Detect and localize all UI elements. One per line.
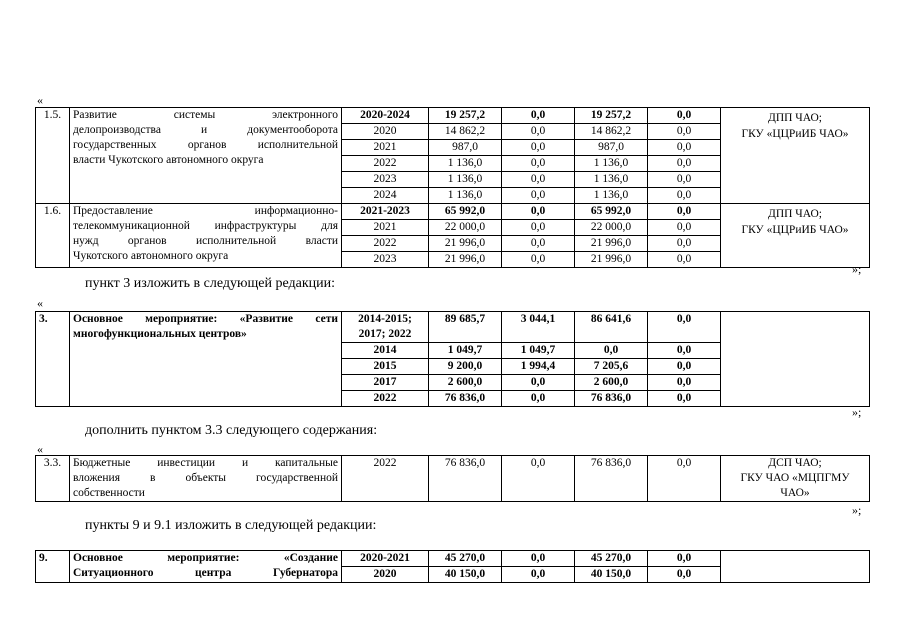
regional-cell: 86 641,6 [575, 312, 648, 343]
row-description [70, 108, 342, 204]
total-cell: 76 836,0 [429, 391, 502, 407]
responsible-text: ДПП ЧАО; ГКУ «ЦЦРиИБ ЧАО» [741, 112, 849, 140]
desc-line: Бюджетные инвестиции и капитальные [73, 457, 338, 469]
other-cell: 0,0 [648, 188, 721, 204]
desc-line: Предоставление информационно- [73, 205, 338, 217]
other-cell: 0,0 [648, 567, 721, 583]
regional-cell: 1 136,0 [575, 156, 648, 172]
total-cell: 40 150,0 [429, 567, 502, 583]
other-cell: 0,0 [648, 456, 721, 502]
total-cell: 89 685,7 [429, 312, 502, 343]
other-cell: 0,0 [648, 236, 721, 252]
year-cell: 2022 [342, 236, 429, 252]
regional-cell: 40 150,0 [575, 567, 648, 583]
regional-cell: 0,0 [575, 343, 648, 359]
other-cell: 0,0 [648, 343, 721, 359]
total-cell: 65 992,0 [429, 204, 502, 220]
total-cell: 1 136,0 [429, 188, 502, 204]
table-item-9 [35, 550, 870, 583]
row-index: 1.5. [36, 108, 70, 204]
year-cell: 2022 [342, 456, 429, 502]
quote-open-3: « [37, 442, 43, 456]
regional-cell: 76 836,0 [575, 456, 648, 502]
regional-cell: 14 862,2 [575, 124, 648, 140]
resp-line: ЧАО» [780, 487, 810, 499]
year-cell: 2021 [342, 220, 429, 236]
regional-cell: 65 992,0 [575, 204, 648, 220]
federal-cell: 0,0 [502, 124, 575, 140]
total-cell: 21 996,0 [429, 252, 502, 268]
row-description [70, 456, 342, 502]
total-cell: 9 200,0 [429, 359, 502, 375]
federal-cell: 0,0 [502, 252, 575, 268]
responsible-cell [721, 312, 870, 407]
row-index: 3. [36, 312, 70, 407]
year-cell: 2020 [342, 124, 429, 140]
year-cell: 2014 [342, 343, 429, 359]
other-cell: 0,0 [648, 252, 721, 268]
year-cell: 2022 [342, 391, 429, 407]
total-cell: 1 136,0 [429, 156, 502, 172]
row-description [70, 312, 342, 407]
desc-line: собственности [73, 487, 145, 499]
other-cell: 0,0 [648, 204, 721, 220]
federal-cell: 0,0 [502, 375, 575, 391]
other-cell: 0,0 [648, 172, 721, 188]
desc-line: Развитие системы электронного [73, 109, 338, 121]
desc-line: Основное мероприятие: «Создание [73, 552, 338, 564]
total-cell: 22 000,0 [429, 220, 502, 236]
year-cell: 2020-2024 [342, 108, 429, 124]
federal-cell: 0,0 [502, 140, 575, 156]
regional-cell: 76 836,0 [575, 391, 648, 407]
regional-cell: 2 600,0 [575, 375, 648, 391]
other-cell: 0,0 [648, 375, 721, 391]
year-cell: 2015 [342, 359, 429, 375]
quote-close-1: »; [852, 262, 862, 276]
total-cell: 14 862,2 [429, 124, 502, 140]
row-index: 3.3. [36, 456, 70, 502]
other-cell: 0,0 [648, 220, 721, 236]
quote-close-2: »; [852, 405, 862, 419]
desc-line: Основное мероприятие: «Развитие сети [73, 313, 338, 325]
regional-cell: 7 205,6 [575, 359, 648, 375]
regional-cell: 45 270,0 [575, 551, 648, 567]
desc-line: телекоммуникационной инфраструктуры для [73, 220, 338, 232]
table-item-3-3 [35, 455, 870, 502]
regional-cell: 21 996,0 [575, 252, 648, 268]
other-cell: 0,0 [648, 156, 721, 172]
total-cell: 987,0 [429, 140, 502, 156]
desc-line: власти Чукотского автономного округа [73, 154, 264, 166]
other-cell: 0,0 [648, 359, 721, 375]
federal-cell: 0,0 [502, 188, 575, 204]
federal-cell: 0,0 [502, 172, 575, 188]
desc-line: многофункциональных центров» [73, 328, 247, 340]
regional-cell: 21 996,0 [575, 236, 648, 252]
other-cell: 0,0 [648, 140, 721, 156]
responsible-cell [721, 456, 870, 502]
total-cell: 76 836,0 [429, 456, 502, 502]
desc-line: делопроизводства и документооборота [73, 124, 338, 136]
row-description [70, 551, 342, 583]
total-cell: 1 136,0 [429, 172, 502, 188]
year-cell: 2024 [342, 188, 429, 204]
federal-cell: 0,0 [502, 108, 575, 124]
total-cell: 2 600,0 [429, 375, 502, 391]
year-cell: 2022 [342, 156, 429, 172]
quote-close-3: »; [852, 503, 862, 517]
federal-cell: 1 049,7 [502, 343, 575, 359]
resp-line: ГКУ ЧАО «МЦПГМУ [740, 472, 850, 484]
federal-cell: 0,0 [502, 156, 575, 172]
desc-line: Ситуационного центра Губернатора [73, 567, 338, 579]
year-cell: 2017 [342, 375, 429, 391]
federal-cell: 0,0 [502, 220, 575, 236]
year-cell: 2023 [342, 252, 429, 268]
quote-open-1: « [37, 93, 43, 107]
federal-cell: 0,0 [502, 391, 575, 407]
other-cell: 0,0 [648, 108, 721, 124]
paragraph-points-9: пункты 9 и 9.1 изложить в следующей редакции: [85, 518, 377, 533]
resp-line: ДСП ЧАО; [768, 457, 822, 469]
other-cell: 0,0 [648, 312, 721, 343]
year-cell: 2021-2023 [342, 204, 429, 220]
total-cell: 19 257,2 [429, 108, 502, 124]
regional-cell: 19 257,2 [575, 108, 648, 124]
desc-line: нужд органов исполнительной власти [73, 235, 338, 247]
total-cell: 21 996,0 [429, 236, 502, 252]
federal-cell: 0,0 [502, 204, 575, 220]
year-cell: 2021 [342, 140, 429, 156]
other-cell: 0,0 [648, 124, 721, 140]
other-cell: 0,0 [648, 551, 721, 567]
regional-cell: 1 136,0 [575, 188, 648, 204]
total-cell: 1 049,7 [429, 343, 502, 359]
total-cell: 45 270,0 [429, 551, 502, 567]
responsible-text: ДПП ЧАО; ГКУ «ЦЦРиИБ ЧАО» [741, 208, 849, 236]
row-index: 1.6. [36, 204, 70, 268]
row-index: 9. [36, 551, 70, 583]
desc-line: государственных органов исполнительной [73, 139, 338, 151]
paragraph-point-3-3: дополнить пунктом 3.3 следующего содержания: [85, 423, 378, 438]
year-cell: 2014-2015; 2017; 2022 [342, 312, 429, 343]
year-cell: 2023 [342, 172, 429, 188]
paragraph-point-3: пункт 3 изложить в следующей редакции: [85, 276, 335, 291]
responsible-cell [721, 551, 870, 583]
regional-cell: 1 136,0 [575, 172, 648, 188]
federal-cell: 0,0 [502, 551, 575, 567]
regional-cell: 987,0 [575, 140, 648, 156]
table-item-3 [35, 311, 870, 407]
quote-open-2: « [37, 296, 43, 310]
federal-cell: 3 044,1 [502, 312, 575, 343]
year-cell: 2020-2021 [342, 551, 429, 567]
responsible-cell [721, 108, 870, 204]
federal-cell: 0,0 [502, 567, 575, 583]
table-items-1-5-1-6 [35, 107, 870, 268]
year-cell: 2020 [342, 567, 429, 583]
regional-cell: 22 000,0 [575, 220, 648, 236]
federal-cell: 1 994,4 [502, 359, 575, 375]
federal-cell: 0,0 [502, 236, 575, 252]
desc-line: вложения в объекты государственной [73, 472, 338, 484]
responsible-cell [721, 204, 870, 268]
desc-line: Чукотского автономного округа [73, 250, 229, 262]
federal-cell: 0,0 [502, 456, 575, 502]
row-description [70, 204, 342, 268]
other-cell: 0,0 [648, 391, 721, 407]
